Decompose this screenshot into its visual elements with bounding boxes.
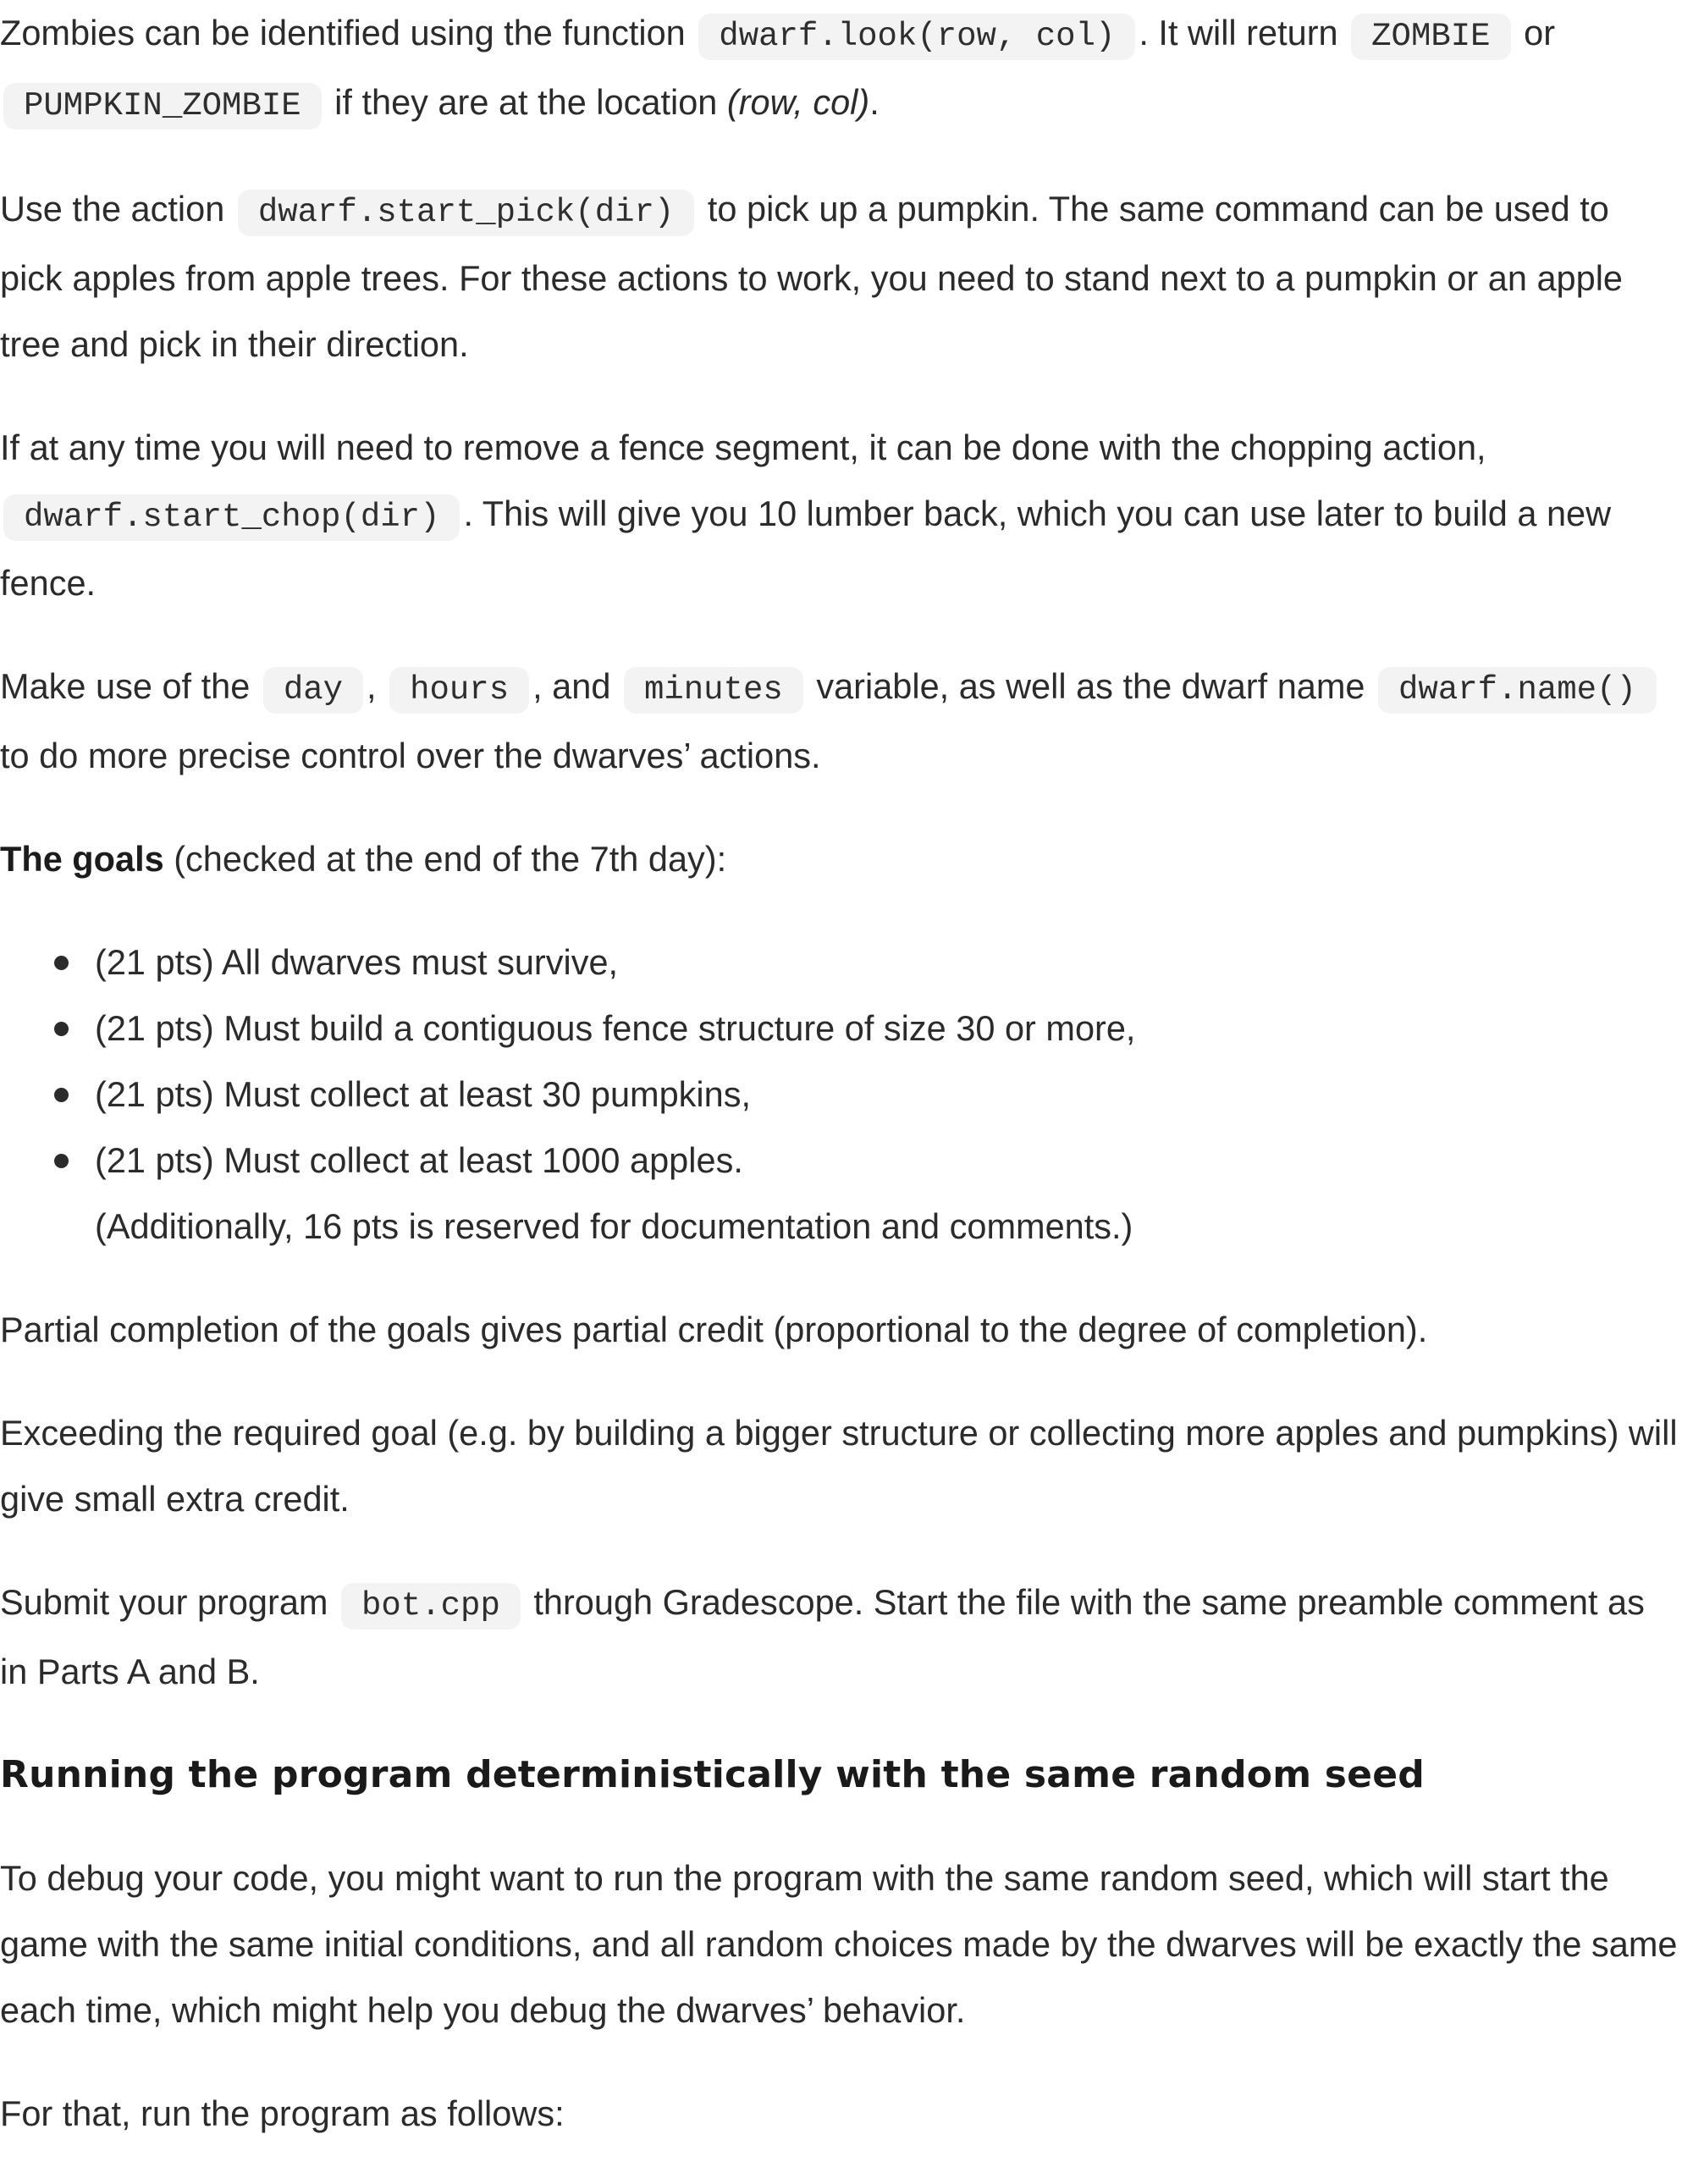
text: , bbox=[367, 666, 387, 706]
paragraph-start-chop bbox=[0, 415, 1680, 616]
list-item bbox=[0, 1128, 1680, 1260]
text: (checked at the end of the 7th day): bbox=[163, 839, 727, 879]
paragraph-extra-credit: Exceeding the required goal (e.g. by building a bigger structure or collecting more apples and pumpkins) will give small extra credit. bbox=[0, 1413, 1678, 1519]
text: variable, as well as the dwarf name bbox=[806, 666, 1376, 706]
goal-text: (21 pts) Must build a contiguous fence structure of size 30 or more, bbox=[95, 1008, 1136, 1048]
goals-label: The goals bbox=[0, 839, 164, 879]
text: Make use of the bbox=[0, 666, 260, 706]
code-start-chop: dwarf.start_chop(dir) bbox=[3, 494, 460, 541]
paragraph-start-pick bbox=[0, 176, 1680, 378]
paragraph-goals-intro bbox=[0, 826, 1680, 892]
paragraph-run-instructions: For that, run the program as follows: bbox=[0, 2093, 565, 2133]
bullet-icon bbox=[54, 956, 69, 970]
list-item bbox=[0, 995, 1680, 1062]
goals-list bbox=[0, 929, 1680, 1260]
section-heading: Running the program deterministically with the same random seed bbox=[0, 1753, 1425, 1796]
code-day: day bbox=[263, 667, 363, 714]
paragraph-submit bbox=[0, 1569, 1680, 1705]
bullet-icon bbox=[54, 1154, 69, 1168]
text: or bbox=[1514, 13, 1556, 52]
code-zombie: ZOMBIE bbox=[1351, 14, 1510, 60]
text: to pick up a pumpkin. The same command can be used to pick apples from apple trees. For these actions to work, you need to stand next to a pumpkin or an apple tree and pick in their direction. bbox=[0, 189, 1624, 364]
code-bot-cpp: bot.cpp bbox=[341, 1583, 521, 1630]
list-item bbox=[0, 929, 1680, 995]
text: , and bbox=[532, 666, 620, 706]
text: If at any time you will need to remove a fence segment, it can be done with the chopping action, bbox=[0, 427, 1486, 467]
bullet-icon bbox=[54, 1022, 69, 1036]
code-minutes: minutes bbox=[624, 667, 803, 714]
code-start-pick: dwarf.start_pick(dir) bbox=[238, 190, 694, 236]
goal-text: (21 pts) All dwarves must survive, bbox=[95, 942, 619, 982]
code-dwarf-name: dwarf.name() bbox=[1378, 667, 1657, 714]
text: to do more precise control over the dwarves’ actions. bbox=[0, 736, 821, 775]
bullet-icon bbox=[54, 1088, 69, 1102]
code-pumpkin-zombie: PUMPKIN_ZOMBIE bbox=[3, 83, 322, 130]
paragraph-time-variables bbox=[0, 654, 1680, 789]
text: Use the action bbox=[0, 189, 234, 229]
emphasis-row-col: (row, col) bbox=[726, 82, 870, 122]
code-dwarf-look: dwarf.look(row, col) bbox=[698, 14, 1135, 60]
text: . It will return bbox=[1139, 13, 1348, 52]
text: through Gradescope. Start the file with the same preamble comment as in Parts A and B. bbox=[0, 1582, 1645, 1691]
text: . bbox=[869, 82, 880, 122]
text: if they are at the location bbox=[324, 82, 727, 122]
list-item bbox=[0, 1062, 1680, 1128]
text: Submit your program bbox=[0, 1582, 339, 1622]
paragraph-debug: To debug your code, you might want to run the program with the same random seed, which will start the game with the same initial conditions, and all random choices made by the dwarves will be exactly the same each time, which might help you debug the dwarves’ behavior. bbox=[0, 1858, 1678, 2030]
goal-text: (21 pts) Must collect at least 1000 apples. bbox=[95, 1140, 743, 1180]
paragraph-zombie-look bbox=[0, 0, 1680, 139]
code-hours: hours bbox=[389, 667, 529, 714]
goal-text: (21 pts) Must collect at least 30 pumpkins, bbox=[95, 1074, 752, 1114]
text: . This will give you 10 lumber back, which you can use later to build a new fence. bbox=[0, 494, 1612, 603]
text: Zombies can be identified using the function bbox=[0, 13, 696, 52]
paragraph-partial-credit: Partial completion of the goals gives partial credit (proportional to the degree of completion). bbox=[0, 1310, 1428, 1349]
goals-note: (Additionally, 16 pts is reserved for documentation and comments.) bbox=[95, 1206, 1133, 1246]
